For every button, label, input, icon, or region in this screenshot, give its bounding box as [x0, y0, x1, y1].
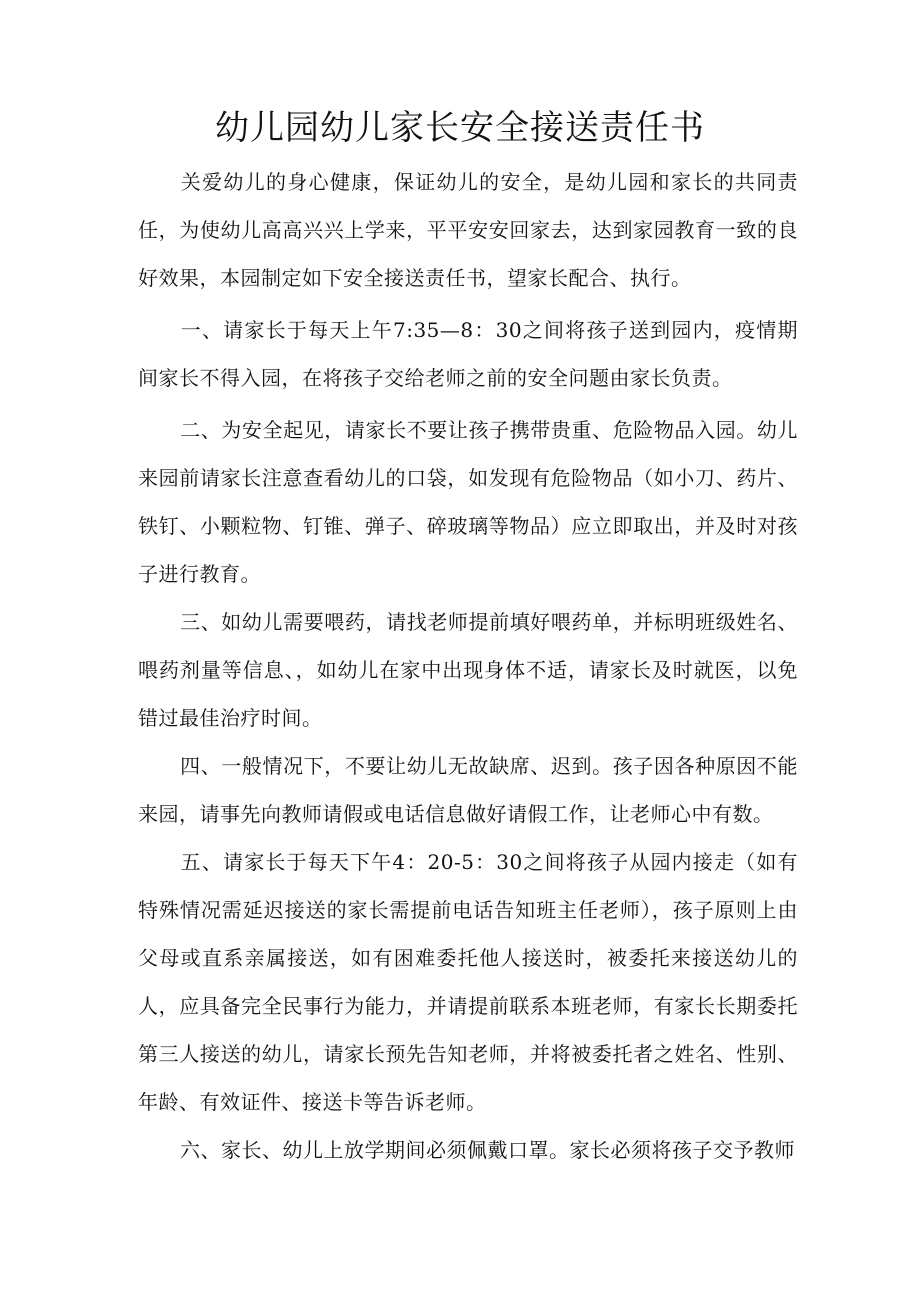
paragraph-text: 一、请家长于每天上午7:35—8：30之间将孩子送到园内，疫情期间家长不得入园，在将孩子交给老师之前的安全问题由家长负责。 — [138, 318, 798, 390]
paragraph-item-3 — [138, 598, 798, 742]
paragraph-text: 五、请家长于每天下午4：20-5：30之间将孩子从园内接走（如有特殊情况需延迟接送的家长需提前电话告知班主任老师），孩子原则上由父母或直系亲属接送，如有困难委托他人接送时，被委托来接送幼儿的人，应具备完全民事行为能力，并请提前联系本班老师，有家长长期委托第三人接送的幼儿，请家长预先告知老师，并将被委托者之姓名、性别、年龄、有效证件、接送卡等告诉老师。 — [138, 850, 798, 1114]
paragraph-item-6 — [138, 1126, 798, 1174]
document-title: 幼儿园幼儿家长安全接送责任书 — [215, 108, 705, 148]
paragraph-text: 四、一般情况下，不要让幼儿无故缺席、迟到。孩子因各种原因不能来园，请事先向教师请假或电话信息做好请假工作，让老师心中有数。 — [138, 754, 798, 826]
paragraph-item-4 — [138, 742, 798, 838]
paragraph-text: 三、如幼儿需要喂药，请找老师提前填好喂药单，并标明班级姓名、喂药剂量等信息、，如幼儿在家中出现身体不适，请家长及时就医，以免错过最佳治疗时间。 — [138, 610, 798, 730]
paragraph-text: 六、家长、幼儿上放学期间必须佩戴口罩。家长必须将孩子交予教师 — [180, 1138, 795, 1162]
paragraph-text: 关爱幼儿的身心健康，保证幼儿的安全，是幼儿园和家长的共同责任，为使幼儿高高兴兴上学来，平平安安回家去，达到家园教育一致的良好效果，本园制定如下安全接送责任书，望家长配合、执行。 — [138, 170, 798, 290]
paragraph-item-5 — [138, 838, 798, 1126]
paragraph-item-2 — [138, 406, 798, 598]
paragraph-item-1 — [138, 306, 798, 402]
paragraph-intro — [138, 158, 798, 302]
paragraph-text: 二、为安全起见，请家长不要让孩子携带贵重、危险物品入园。幼儿来园前请家长注意查看幼儿的口袋，如发现有危险物品（如小刀、药片、铁钉、小颗粒物、钉锥、弹子、碎玻璃等物品）应立即取出，并及时对孩子进行教育。 — [138, 418, 798, 586]
